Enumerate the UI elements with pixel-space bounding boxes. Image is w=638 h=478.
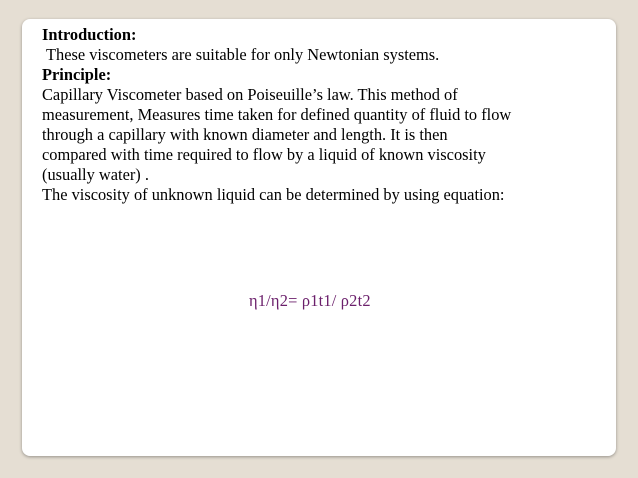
principle-line-6: The viscosity of unknown liquid can be determined by using equation: (42, 185, 505, 204)
introduction-heading: Introduction: (42, 25, 137, 44)
viscosity-equation: η1/η2= ρ1t1/ ρ2t2 (249, 291, 371, 310)
principle-line-2: measurement, Measures time taken for defined quantity of fluid to flow (42, 105, 512, 124)
slide-content (42, 25, 607, 205)
principle-line-5: (usually water) . (42, 165, 149, 184)
slide-card (22, 19, 616, 456)
principle-line-4: compared with time required to flow by a liquid of known viscosity (42, 145, 486, 164)
principle-line-1: Capillary Viscometer based on Poiseuille’s law. This method of (42, 85, 458, 104)
principle-line-3: through a capillary with known diameter and length. It is then (42, 125, 448, 144)
principle-heading: Principle: (42, 65, 112, 84)
introduction-text: These viscometers are suitable for only Newtonian systems. (46, 45, 440, 64)
